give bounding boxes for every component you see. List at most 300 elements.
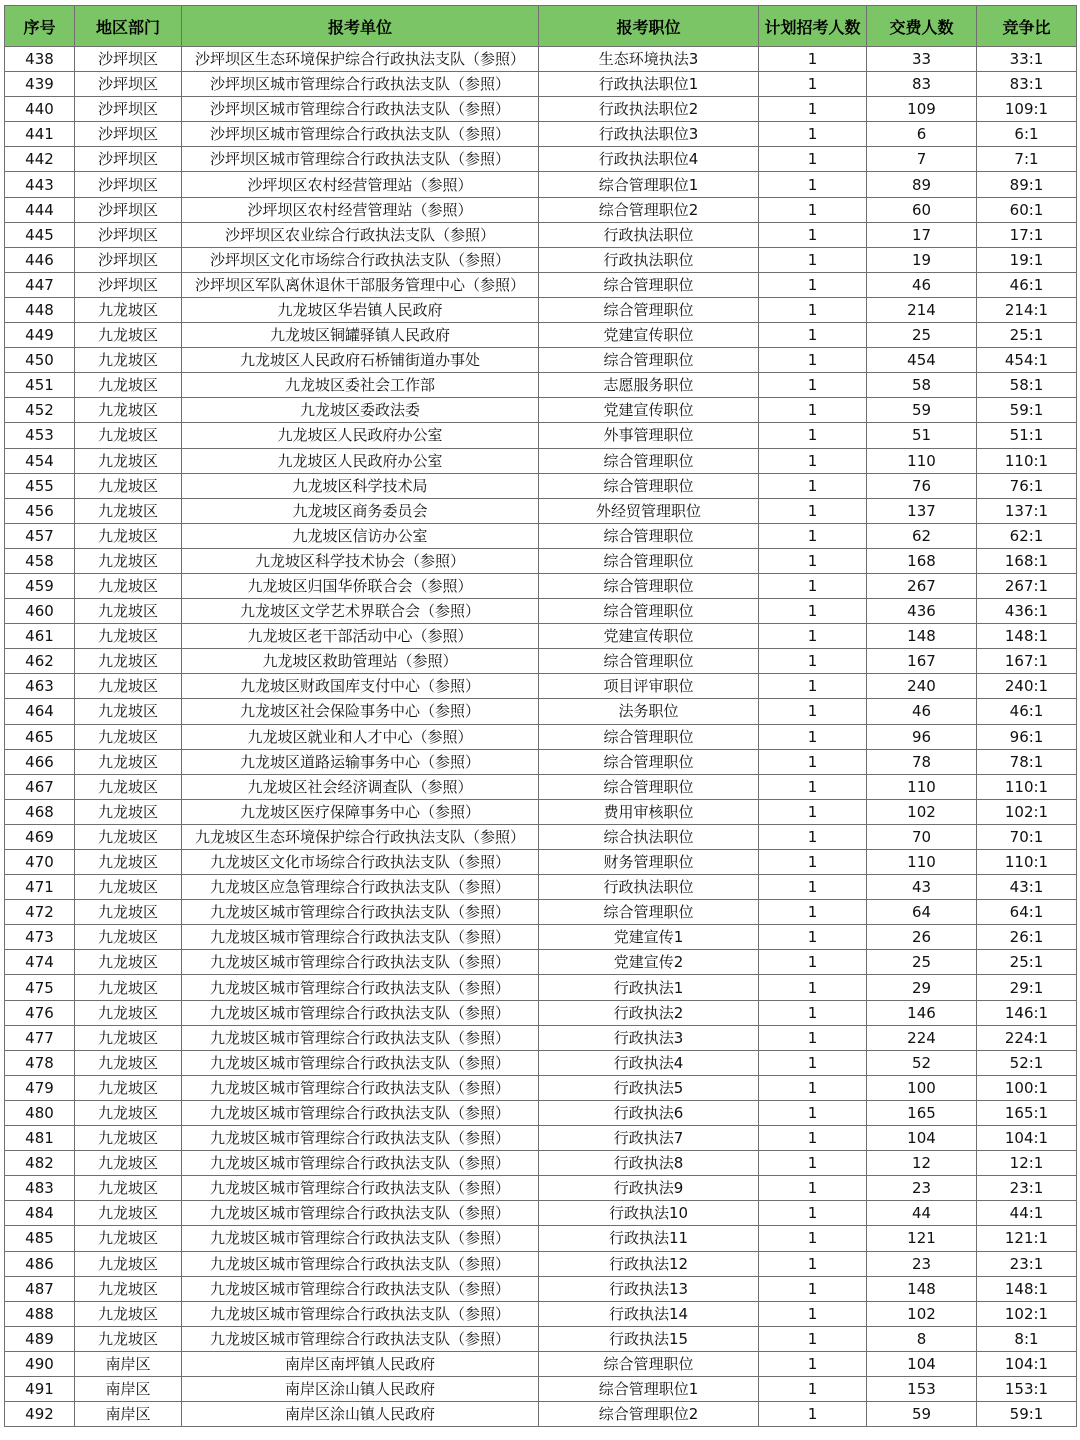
cell-position: 行政执法职位 <box>539 222 759 247</box>
cell-paid: 83 <box>867 72 977 97</box>
cell-planned: 1 <box>759 147 867 172</box>
cell-position: 综合管理职位 <box>539 749 759 774</box>
table-row <box>5 824 1077 849</box>
cell-unit: 九龙坡区城市管理综合行政执法支队（参照） <box>182 1251 539 1276</box>
cell-unit: 九龙坡区文学艺术界联合会（参照） <box>182 599 539 624</box>
cell-planned: 1 <box>759 1025 867 1050</box>
cell-ratio: 167:1 <box>977 649 1077 674</box>
table-row <box>5 1126 1077 1151</box>
table-row <box>5 1050 1077 1075</box>
cell-district: 九龙坡区 <box>75 448 182 473</box>
cell-position: 行政执法职位 <box>539 247 759 272</box>
cell-paid: 25 <box>867 950 977 975</box>
table-row <box>5 624 1077 649</box>
table-row <box>5 1326 1077 1351</box>
cell-unit: 沙坪坝区农业综合行政执法支队（参照） <box>182 222 539 247</box>
col-header-planned: 计划招考人数 <box>759 6 867 47</box>
cell-index: 466 <box>5 749 75 774</box>
cell-planned: 1 <box>759 1075 867 1100</box>
cell-ratio: 19:1 <box>977 247 1077 272</box>
cell-ratio: 12:1 <box>977 1151 1077 1176</box>
cell-paid: 436 <box>867 599 977 624</box>
cell-paid: 148 <box>867 1276 977 1301</box>
cell-position: 综合管理职位 <box>539 448 759 473</box>
cell-unit: 九龙坡区就业和人才中心（参照） <box>182 724 539 749</box>
cell-unit: 九龙坡区归国华侨联合会（参照） <box>182 573 539 598</box>
table-row <box>5 850 1077 875</box>
cell-position: 综合执法职位 <box>539 824 759 849</box>
cell-district: 九龙坡区 <box>75 1201 182 1226</box>
cell-unit: 九龙坡区财政国库支付中心（参照） <box>182 674 539 699</box>
cell-position: 综合管理职位 <box>539 900 759 925</box>
table-row <box>5 373 1077 398</box>
cell-ratio: 436:1 <box>977 599 1077 624</box>
cell-paid: 58 <box>867 373 977 398</box>
cell-ratio: 454:1 <box>977 348 1077 373</box>
cell-paid: 46 <box>867 272 977 297</box>
table-row <box>5 699 1077 724</box>
cell-ratio: 165:1 <box>977 1100 1077 1125</box>
cell-position: 综合管理职位1 <box>539 172 759 197</box>
cell-position: 综合管理职位2 <box>539 1402 759 1427</box>
table-row <box>5 398 1077 423</box>
table-row <box>5 1151 1077 1176</box>
cell-district: 九龙坡区 <box>75 1000 182 1025</box>
cell-ratio: 8:1 <box>977 1326 1077 1351</box>
cell-ratio: 110:1 <box>977 448 1077 473</box>
table-row <box>5 975 1077 1000</box>
col-header-district: 地区部门 <box>75 6 182 47</box>
cell-index: 449 <box>5 323 75 348</box>
cell-paid: 25 <box>867 323 977 348</box>
table-row <box>5 47 1077 72</box>
cell-index: 469 <box>5 824 75 849</box>
cell-planned: 1 <box>759 824 867 849</box>
cell-district: 沙坪坝区 <box>75 197 182 222</box>
table-row <box>5 323 1077 348</box>
cell-ratio: 110:1 <box>977 774 1077 799</box>
table-row <box>5 1276 1077 1301</box>
cell-planned: 1 <box>759 523 867 548</box>
cell-planned: 1 <box>759 850 867 875</box>
cell-position: 综合管理职位 <box>539 272 759 297</box>
cell-ratio: 29:1 <box>977 975 1077 1000</box>
cell-position: 行政执法4 <box>539 1050 759 1075</box>
cell-index: 471 <box>5 875 75 900</box>
cell-unit: 九龙坡区城市管理综合行政执法支队（参照） <box>182 1201 539 1226</box>
cell-district: 九龙坡区 <box>75 749 182 774</box>
cell-unit: 九龙坡区城市管理综合行政执法支队（参照） <box>182 1025 539 1050</box>
cell-unit: 九龙坡区人民政府办公室 <box>182 423 539 448</box>
cell-position: 党建宣传2 <box>539 950 759 975</box>
cell-unit: 九龙坡区城市管理综合行政执法支队（参照） <box>182 1276 539 1301</box>
cell-position: 行政执法5 <box>539 1075 759 1100</box>
cell-paid: 146 <box>867 1000 977 1025</box>
cell-index: 458 <box>5 548 75 573</box>
cell-index: 474 <box>5 950 75 975</box>
cell-planned: 1 <box>759 247 867 272</box>
cell-district: 九龙坡区 <box>75 348 182 373</box>
cell-ratio: 26:1 <box>977 925 1077 950</box>
cell-paid: 46 <box>867 699 977 724</box>
table-row <box>5 1402 1077 1427</box>
cell-planned: 1 <box>759 1226 867 1251</box>
cell-position: 综合管理职位 <box>539 297 759 322</box>
table-row <box>5 122 1077 147</box>
cell-planned: 1 <box>759 774 867 799</box>
cell-unit: 九龙坡区人民政府办公室 <box>182 448 539 473</box>
cell-planned: 1 <box>759 1000 867 1025</box>
cell-ratio: 148:1 <box>977 1276 1077 1301</box>
cell-district: 沙坪坝区 <box>75 147 182 172</box>
cell-position: 党建宣传职位 <box>539 624 759 649</box>
cell-unit: 九龙坡区人民政府石桥铺街道办事处 <box>182 348 539 373</box>
cell-paid: 60 <box>867 197 977 222</box>
cell-index: 464 <box>5 699 75 724</box>
cell-unit: 南岸区涂山镇人民政府 <box>182 1376 539 1401</box>
table-row <box>5 523 1077 548</box>
cell-paid: 110 <box>867 774 977 799</box>
cell-position: 行政执法职位2 <box>539 97 759 122</box>
cell-planned: 1 <box>759 197 867 222</box>
cell-unit: 九龙坡区生态环境保护综合行政执法支队（参照） <box>182 824 539 849</box>
cell-district: 九龙坡区 <box>75 649 182 674</box>
cell-ratio: 46:1 <box>977 272 1077 297</box>
table-row <box>5 749 1077 774</box>
cell-index: 443 <box>5 172 75 197</box>
cell-ratio: 224:1 <box>977 1025 1077 1050</box>
cell-unit: 九龙坡区文化市场综合行政执法支队（参照） <box>182 850 539 875</box>
table-row <box>5 674 1077 699</box>
cell-planned: 1 <box>759 674 867 699</box>
cell-planned: 1 <box>759 423 867 448</box>
cell-paid: 224 <box>867 1025 977 1050</box>
cell-district: 九龙坡区 <box>75 850 182 875</box>
cell-index: 441 <box>5 122 75 147</box>
cell-paid: 214 <box>867 297 977 322</box>
cell-district: 九龙坡区 <box>75 1151 182 1176</box>
cell-planned: 1 <box>759 373 867 398</box>
cell-planned: 1 <box>759 1126 867 1151</box>
cell-planned: 1 <box>759 1201 867 1226</box>
col-header-ratio: 竞争比 <box>977 6 1077 47</box>
cell-planned: 1 <box>759 1276 867 1301</box>
table-row <box>5 247 1077 272</box>
table-row <box>5 197 1077 222</box>
cell-ratio: 168:1 <box>977 548 1077 573</box>
cell-planned: 1 <box>759 122 867 147</box>
cell-unit: 九龙坡区城市管理综合行政执法支队（参照） <box>182 975 539 1000</box>
cell-index: 439 <box>5 72 75 97</box>
cell-position: 行政执法职位4 <box>539 147 759 172</box>
col-header-paid: 交费人数 <box>867 6 977 47</box>
cell-paid: 64 <box>867 900 977 925</box>
cell-index: 448 <box>5 297 75 322</box>
table-row <box>5 1351 1077 1376</box>
cell-planned: 1 <box>759 799 867 824</box>
cell-planned: 1 <box>759 624 867 649</box>
cell-district: 九龙坡区 <box>75 1301 182 1326</box>
cell-index: 483 <box>5 1176 75 1201</box>
cell-position: 行政执法6 <box>539 1100 759 1125</box>
cell-index: 489 <box>5 1326 75 1351</box>
cell-unit: 九龙坡区城市管理综合行政执法支队（参照） <box>182 1126 539 1151</box>
cell-ratio: 62:1 <box>977 523 1077 548</box>
table-row <box>5 875 1077 900</box>
table-row <box>5 498 1077 523</box>
cell-unit: 九龙坡区城市管理综合行政执法支队（参照） <box>182 900 539 925</box>
cell-ratio: 76:1 <box>977 473 1077 498</box>
cell-paid: 110 <box>867 850 977 875</box>
cell-paid: 29 <box>867 975 977 1000</box>
cell-district: 九龙坡区 <box>75 1226 182 1251</box>
cell-index: 467 <box>5 774 75 799</box>
cell-ratio: 109:1 <box>977 97 1077 122</box>
cell-index: 438 <box>5 47 75 72</box>
cell-district: 九龙坡区 <box>75 1100 182 1125</box>
cell-ratio: 23:1 <box>977 1251 1077 1276</box>
cell-paid: 137 <box>867 498 977 523</box>
cell-district: 九龙坡区 <box>75 523 182 548</box>
cell-unit: 九龙坡区科学技术协会（参照） <box>182 548 539 573</box>
cell-planned: 1 <box>759 1176 867 1201</box>
cell-unit: 九龙坡区城市管理综合行政执法支队（参照） <box>182 1075 539 1100</box>
table-row <box>5 1376 1077 1401</box>
cell-district: 沙坪坝区 <box>75 72 182 97</box>
cell-district: 南岸区 <box>75 1376 182 1401</box>
cell-unit: 九龙坡区委社会工作部 <box>182 373 539 398</box>
cell-paid: 78 <box>867 749 977 774</box>
cell-district: 沙坪坝区 <box>75 122 182 147</box>
cell-unit: 九龙坡区救助管理站（参照） <box>182 649 539 674</box>
cell-unit: 九龙坡区科学技术局 <box>182 473 539 498</box>
cell-position: 综合管理职位 <box>539 573 759 598</box>
cell-index: 454 <box>5 448 75 473</box>
cell-position: 综合管理职位 <box>539 348 759 373</box>
cell-district: 九龙坡区 <box>75 1251 182 1276</box>
table-row <box>5 1000 1077 1025</box>
cell-unit: 九龙坡区社会经济调查队（参照） <box>182 774 539 799</box>
table-row <box>5 348 1077 373</box>
cell-district: 九龙坡区 <box>75 824 182 849</box>
cell-ratio: 58:1 <box>977 373 1077 398</box>
cell-ratio: 23:1 <box>977 1176 1077 1201</box>
cell-unit: 九龙坡区道路运输事务中心（参照） <box>182 749 539 774</box>
cell-planned: 1 <box>759 1050 867 1075</box>
cell-ratio: 70:1 <box>977 824 1077 849</box>
cell-ratio: 137:1 <box>977 498 1077 523</box>
table-body <box>5 47 1077 1427</box>
cell-planned: 1 <box>759 272 867 297</box>
cell-paid: 96 <box>867 724 977 749</box>
table-row <box>5 799 1077 824</box>
cell-unit: 南岸区涂山镇人民政府 <box>182 1402 539 1427</box>
cell-position: 外经贸管理职位 <box>539 498 759 523</box>
table-row <box>5 97 1077 122</box>
cell-unit: 九龙坡区城市管理综合行政执法支队（参照） <box>182 950 539 975</box>
cell-planned: 1 <box>759 398 867 423</box>
cell-ratio: 33:1 <box>977 47 1077 72</box>
cell-district: 九龙坡区 <box>75 900 182 925</box>
cell-paid: 102 <box>867 799 977 824</box>
cell-index: 479 <box>5 1075 75 1100</box>
cell-unit: 沙坪坝区文化市场综合行政执法支队（参照） <box>182 247 539 272</box>
cell-position: 行政执法12 <box>539 1251 759 1276</box>
cell-position: 行政执法3 <box>539 1025 759 1050</box>
cell-district: 九龙坡区 <box>75 373 182 398</box>
cell-district: 沙坪坝区 <box>75 222 182 247</box>
cell-paid: 76 <box>867 473 977 498</box>
cell-position: 综合管理职位1 <box>539 1376 759 1401</box>
cell-paid: 109 <box>867 97 977 122</box>
cell-unit: 沙坪坝区军队离休退休干部服务管理中心（参照） <box>182 272 539 297</box>
cell-paid: 62 <box>867 523 977 548</box>
cell-paid: 44 <box>867 1201 977 1226</box>
col-header-index: 序号 <box>5 6 75 47</box>
cell-position: 综合管理职位 <box>539 473 759 498</box>
cell-ratio: 96:1 <box>977 724 1077 749</box>
cell-index: 462 <box>5 649 75 674</box>
cell-planned: 1 <box>759 599 867 624</box>
cell-paid: 19 <box>867 247 977 272</box>
cell-planned: 1 <box>759 1151 867 1176</box>
cell-position: 党建宣传职位 <box>539 398 759 423</box>
cell-planned: 1 <box>759 1326 867 1351</box>
cell-position: 行政执法职位 <box>539 875 759 900</box>
cell-district: 九龙坡区 <box>75 548 182 573</box>
cell-paid: 59 <box>867 1402 977 1427</box>
cell-ratio: 267:1 <box>977 573 1077 598</box>
cell-paid: 17 <box>867 222 977 247</box>
cell-index: 446 <box>5 247 75 272</box>
cell-unit: 九龙坡区委政法委 <box>182 398 539 423</box>
cell-position: 行政执法14 <box>539 1301 759 1326</box>
cell-district: 沙坪坝区 <box>75 272 182 297</box>
cell-planned: 1 <box>759 975 867 1000</box>
cell-index: 486 <box>5 1251 75 1276</box>
cell-index: 456 <box>5 498 75 523</box>
cell-district: 南岸区 <box>75 1351 182 1376</box>
cell-index: 451 <box>5 373 75 398</box>
cell-ratio: 59:1 <box>977 398 1077 423</box>
recruitment-table <box>4 5 1077 1427</box>
cell-position: 行政执法8 <box>539 1151 759 1176</box>
cell-position: 行政执法职位3 <box>539 122 759 147</box>
cell-index: 457 <box>5 523 75 548</box>
cell-index: 481 <box>5 1126 75 1151</box>
cell-ratio: 121:1 <box>977 1226 1077 1251</box>
cell-index: 475 <box>5 975 75 1000</box>
table-row <box>5 72 1077 97</box>
table-row <box>5 649 1077 674</box>
cell-index: 480 <box>5 1100 75 1125</box>
header-row <box>5 6 1077 47</box>
cell-planned: 1 <box>759 348 867 373</box>
cell-position: 行政执法1 <box>539 975 759 1000</box>
cell-position: 财务管理职位 <box>539 850 759 875</box>
cell-position: 费用审核职位 <box>539 799 759 824</box>
cell-paid: 89 <box>867 172 977 197</box>
table-row <box>5 1301 1077 1326</box>
cell-district: 九龙坡区 <box>75 323 182 348</box>
cell-planned: 1 <box>759 1376 867 1401</box>
cell-district: 沙坪坝区 <box>75 47 182 72</box>
cell-position: 行政执法11 <box>539 1226 759 1251</box>
cell-district: 九龙坡区 <box>75 724 182 749</box>
cell-unit: 沙坪坝区城市管理综合行政执法支队（参照） <box>182 122 539 147</box>
cell-index: 482 <box>5 1151 75 1176</box>
table-row <box>5 448 1077 473</box>
cell-position: 党建宣传1 <box>539 925 759 950</box>
cell-index: 476 <box>5 1000 75 1025</box>
cell-position: 志愿服务职位 <box>539 373 759 398</box>
cell-district: 九龙坡区 <box>75 799 182 824</box>
cell-paid: 104 <box>867 1126 977 1151</box>
cell-paid: 43 <box>867 875 977 900</box>
cell-position: 行政执法10 <box>539 1201 759 1226</box>
cell-district: 沙坪坝区 <box>75 172 182 197</box>
cell-paid: 26 <box>867 925 977 950</box>
cell-unit: 沙坪坝区城市管理综合行政执法支队（参照） <box>182 97 539 122</box>
cell-ratio: 7:1 <box>977 147 1077 172</box>
cell-position: 综合管理职位 <box>539 523 759 548</box>
cell-unit: 九龙坡区城市管理综合行政执法支队（参照） <box>182 1301 539 1326</box>
table-row <box>5 222 1077 247</box>
cell-position: 综合管理职位 <box>539 724 759 749</box>
cell-planned: 1 <box>759 448 867 473</box>
table-row <box>5 297 1077 322</box>
cell-position: 外事管理职位 <box>539 423 759 448</box>
cell-ratio: 6:1 <box>977 122 1077 147</box>
col-header-unit: 报考单位 <box>182 6 539 47</box>
cell-unit: 九龙坡区城市管理综合行政执法支队（参照） <box>182 1000 539 1025</box>
cell-paid: 51 <box>867 423 977 448</box>
cell-district: 九龙坡区 <box>75 423 182 448</box>
table-row <box>5 599 1077 624</box>
cell-unit: 沙坪坝区生态环境保护综合行政执法支队（参照） <box>182 47 539 72</box>
table-row <box>5 1226 1077 1251</box>
cell-planned: 1 <box>759 72 867 97</box>
cell-district: 九龙坡区 <box>75 473 182 498</box>
cell-planned: 1 <box>759 649 867 674</box>
cell-ratio: 52:1 <box>977 1050 1077 1075</box>
table-row <box>5 147 1077 172</box>
cell-index: 472 <box>5 900 75 925</box>
cell-district: 九龙坡区 <box>75 674 182 699</box>
cell-paid: 104 <box>867 1351 977 1376</box>
cell-index: 477 <box>5 1025 75 1050</box>
cell-index: 444 <box>5 197 75 222</box>
cell-index: 459 <box>5 573 75 598</box>
cell-district: 九龙坡区 <box>75 950 182 975</box>
cell-ratio: 146:1 <box>977 1000 1077 1025</box>
cell-unit: 沙坪坝区城市管理综合行政执法支队（参照） <box>182 72 539 97</box>
cell-index: 470 <box>5 850 75 875</box>
cell-unit: 九龙坡区城市管理综合行政执法支队（参照） <box>182 1100 539 1125</box>
recruitment-table-container <box>4 5 1076 1427</box>
cell-unit: 沙坪坝区农村经营管理站（参照） <box>182 197 539 222</box>
cell-planned: 1 <box>759 950 867 975</box>
cell-planned: 1 <box>759 47 867 72</box>
cell-position: 党建宣传职位 <box>539 323 759 348</box>
table-row <box>5 774 1077 799</box>
cell-index: 452 <box>5 398 75 423</box>
table-row <box>5 1100 1077 1125</box>
cell-index: 447 <box>5 272 75 297</box>
cell-index: 455 <box>5 473 75 498</box>
cell-planned: 1 <box>759 1351 867 1376</box>
cell-position: 综合管理职位 <box>539 649 759 674</box>
